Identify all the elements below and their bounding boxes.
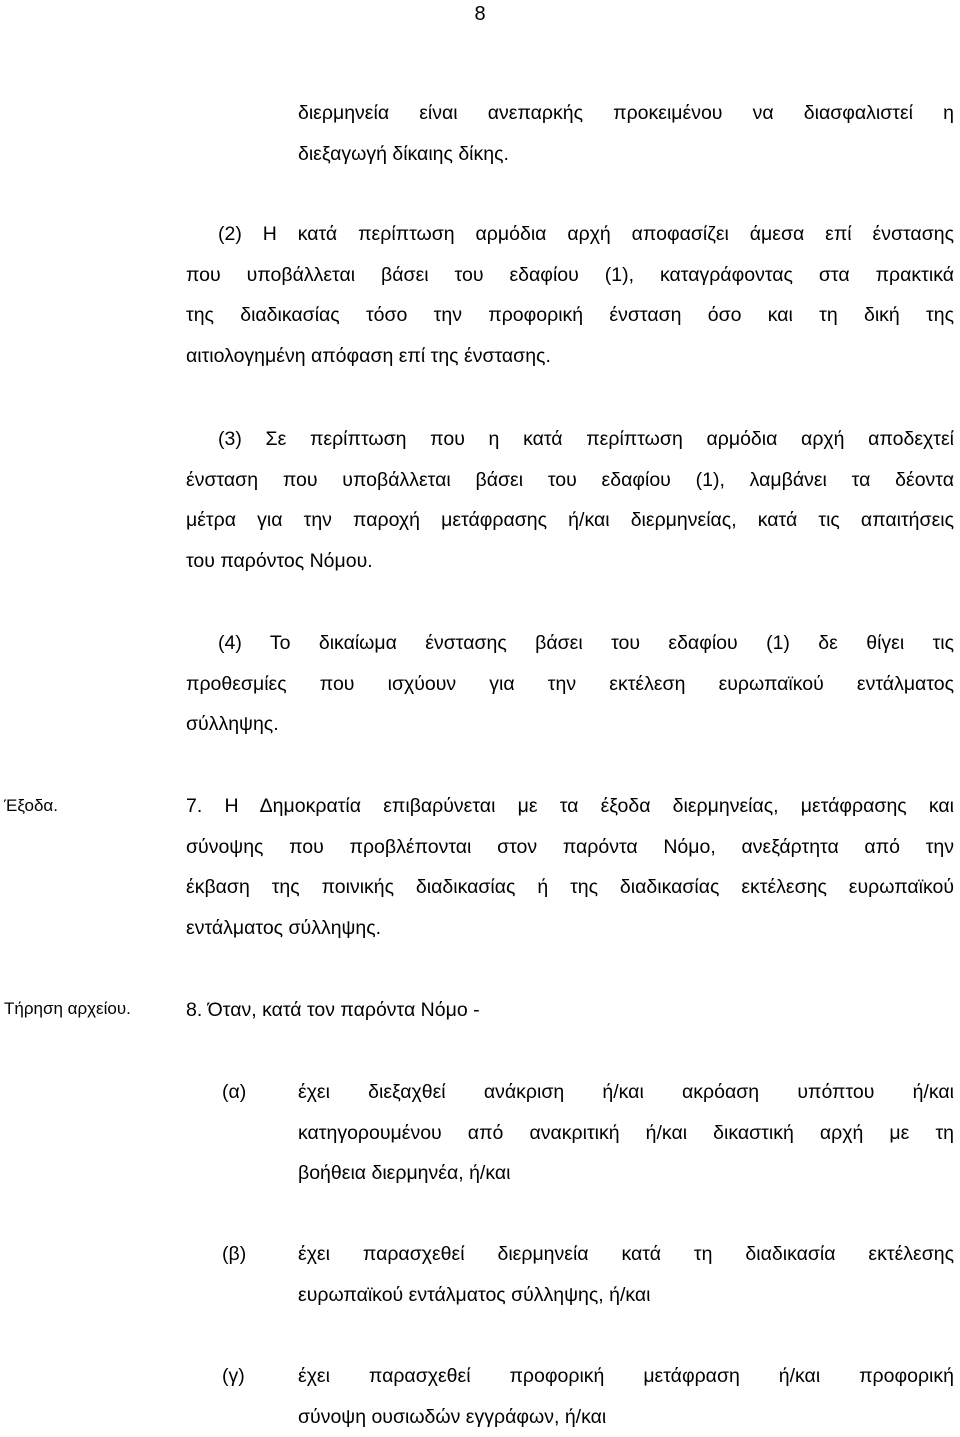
text-line: εντάλματος σύλληψης. xyxy=(186,908,954,949)
text-line: μέτρα για την παροχή μετάφρασης ή/και διερμηνείας, κατά τις απαιτήσεις xyxy=(186,500,954,541)
subsection-2 xyxy=(186,214,954,376)
text-line: 8. Όταν, κατά τον παρόντα Νόμο - xyxy=(186,990,954,1031)
item-c xyxy=(298,1356,954,1437)
item-b xyxy=(298,1234,954,1315)
item-label-b: (β) xyxy=(222,1234,246,1275)
section-8-intro xyxy=(186,990,954,1031)
item-label-a: (α) xyxy=(222,1072,246,1113)
text-line: διερμηνεία είναι ανεπαρκής προκειμένου να διασφαλιστεί η xyxy=(298,93,954,134)
margin-note-record-keeping: Τήρηση αρχείου. xyxy=(4,989,131,1030)
page-number: 8 xyxy=(0,2,960,26)
item-label-c: (γ) xyxy=(222,1356,245,1397)
text-line: έχει παρασχεθεί διερμηνεία κατά τη διαδικασία εκτέλεσης xyxy=(298,1234,954,1275)
text-line: (4) Το δικαίωμα ένστασης βάσει του εδαφίου (1) δε θίγει τις xyxy=(186,623,954,664)
text-line: 7. Η Δημοκρατία επιβαρύνεται με τα έξοδα διερμηνείας, μετάφρασης και xyxy=(186,786,954,827)
text-line: (2) Η κατά περίπτωση αρμόδια αρχή αποφασίζει άμεσα επί ένστασης xyxy=(186,214,954,255)
text-line: αιτιολογημένη απόφαση επί της ένστασης. xyxy=(186,336,954,377)
paragraph-continuation xyxy=(298,93,954,174)
text-line: που υποβάλλεται βάσει του εδαφίου (1), καταγράφοντας στα πρακτικά xyxy=(186,255,954,296)
text-line: διεξαγωγή δίκαιης δίκης. xyxy=(298,134,954,175)
subsection-4 xyxy=(186,623,954,745)
text-line: ευρωπαϊκού εντάλματος σύλληψης, ή/και xyxy=(298,1275,954,1316)
text-line: έχει διεξαχθεί ανάκριση ή/και ακρόαση υπόπτου ή/και xyxy=(298,1072,954,1113)
text-line: βοήθεια διερμηνέα, ή/και xyxy=(298,1153,954,1194)
text-line: έχει παρασχεθεί προφορική μετάφραση ή/και προφορική xyxy=(298,1356,954,1397)
text-line: κατηγορουμένου από ανακριτική ή/και δικαστική αρχή με τη xyxy=(298,1113,954,1154)
margin-note-expenses: Έξοδα. xyxy=(4,786,58,827)
text-line: του παρόντος Νόμου. xyxy=(186,541,954,582)
subsection-3 xyxy=(186,419,954,581)
section-7 xyxy=(186,786,954,948)
item-a xyxy=(298,1072,954,1194)
text-line: (3) Σε περίπτωση που η κατά περίπτωση αρμόδια αρχή αποδεχτεί xyxy=(186,419,954,460)
text-line: σύνοψης που προβλέπονται στον παρόντα Νόμο, ανεξάρτητα από την xyxy=(186,827,954,868)
text-line: ένσταση που υποβάλλεται βάσει του εδαφίου (1), λαμβάνει τα δέοντα xyxy=(186,460,954,501)
text-line: της διαδικασίας τόσο την προφορική ένσταση όσο και τη δική της xyxy=(186,295,954,336)
text-line: έκβαση της ποινικής διαδικασίας ή της διαδικασίας εκτέλεσης ευρωπαϊκού xyxy=(186,867,954,908)
text-line: προθεσμίες που ισχύουν για την εκτέλεση ευρωπαϊκού εντάλματος xyxy=(186,664,954,705)
text-line: σύνοψη ουσιωδών εγγράφων, ή/και xyxy=(298,1397,954,1437)
text-line: σύλληψης. xyxy=(186,704,954,745)
